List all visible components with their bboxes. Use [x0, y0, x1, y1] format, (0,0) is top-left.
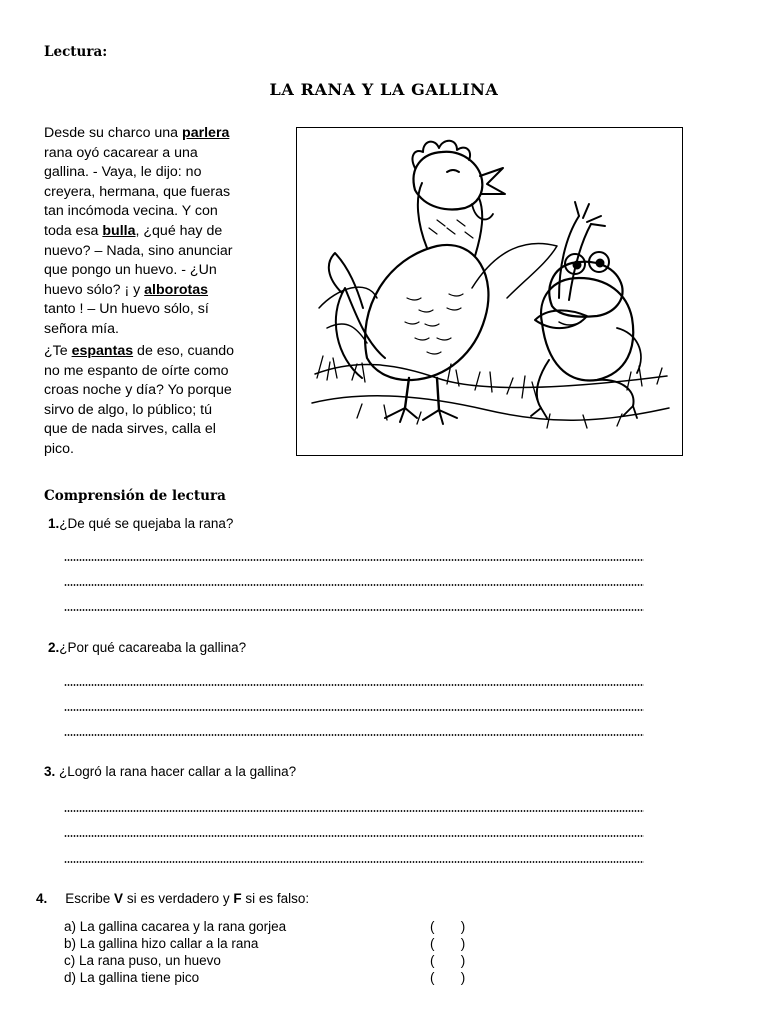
question-number: 1. — [48, 516, 60, 531]
tf-item-d: d) La gallina tiene pico — [64, 970, 200, 985]
question-text: Escribe — [65, 891, 115, 906]
question-3 — [44, 764, 296, 779]
story-text: sirvo de algo, lo público; tú — [44, 401, 212, 418]
false-letter: F — [233, 891, 242, 906]
section-label: Lectura: — [44, 44, 108, 60]
question-2 — [48, 640, 246, 655]
question-text: si es verdadero y — [123, 891, 234, 906]
story-text: toda esa — [44, 222, 103, 239]
story-text: de eso, cuando — [133, 343, 235, 359]
story-text: rana oyó cacarear a una — [44, 144, 198, 161]
story-text: Desde su charco una — [44, 125, 183, 141]
story-text: pico. — [44, 440, 74, 457]
story-text: creyera, hermana, que fueras — [44, 183, 231, 200]
answer-line[interactable] — [64, 861, 644, 863]
question-4-instruction — [36, 891, 309, 906]
true-letter: V — [114, 891, 124, 906]
tf-item-b: b) La gallina hizo callar a la rana — [64, 936, 259, 951]
page-title: LA RANA Y LA GALLINA — [269, 80, 499, 99]
story-text: croas noche y día? Yo porque — [44, 382, 232, 399]
question-number: 4. — [36, 891, 48, 906]
answer-line[interactable] — [64, 734, 644, 736]
vocab-word: bulla — [102, 222, 136, 239]
story-text: que de nada sirves, calla el — [44, 421, 216, 438]
story-paragraph-1 — [44, 124, 280, 340]
tf-answer-box-b[interactable]: ( ) — [430, 936, 466, 951]
question-text: ¿Por qué cacareaba la gallina? — [59, 640, 247, 655]
question-number: 2. — [48, 640, 60, 655]
comprehension-heading: Comprensión de lectura — [44, 488, 226, 504]
tf-answer-box-c[interactable]: ( ) — [430, 953, 466, 968]
story-text: nuevo? – Nada, sino anunciar — [44, 242, 233, 259]
vocab-word: alborotas — [144, 281, 209, 298]
question-number: 3. — [44, 764, 56, 779]
question-text: ¿De qué se quejaba la rana? — [59, 516, 234, 531]
story-text: huevo sólo? ¡ y — [44, 281, 145, 298]
answer-line[interactable] — [64, 584, 644, 586]
tf-item-a: a) La gallina cacarea y la rana gorjea — [64, 919, 287, 934]
story-text: tan incómoda vecina. Y con — [44, 203, 218, 220]
story-text: gallina. - Vaya, le dijo: no — [44, 164, 202, 181]
story-text: tanto ! – Un huevo sólo, sí — [44, 301, 209, 318]
answer-line[interactable] — [64, 684, 644, 686]
tf-item-c: c) La rana puso, un huevo — [64, 953, 221, 968]
answer-line[interactable] — [64, 559, 644, 561]
hen-and-frog-illustration — [296, 127, 683, 456]
answer-line[interactable] — [64, 709, 644, 711]
question-1 — [48, 516, 233, 531]
answer-line[interactable] — [64, 810, 644, 812]
story-text: no me espanto de oírte como — [44, 362, 229, 379]
story-paragraph-2 — [44, 342, 280, 460]
vocab-word: espantas — [71, 343, 134, 359]
tf-answer-box-d[interactable]: ( ) — [430, 970, 466, 985]
story-text: ¿Te — [44, 343, 72, 359]
answer-line[interactable] — [64, 835, 644, 837]
question-text: ¿Logró la rana hacer callar a la gallina? — [59, 764, 297, 779]
tf-answer-box-a[interactable]: ( ) — [430, 919, 466, 934]
story-text: señora mía. — [44, 320, 119, 337]
story-text: que pongo un huevo. - ¿Un — [44, 262, 217, 279]
question-text: si es falso: — [241, 891, 310, 906]
answer-line[interactable] — [64, 609, 644, 611]
vocab-word: parlera — [182, 125, 230, 141]
story-text: , ¿qué hay de — [135, 222, 223, 239]
